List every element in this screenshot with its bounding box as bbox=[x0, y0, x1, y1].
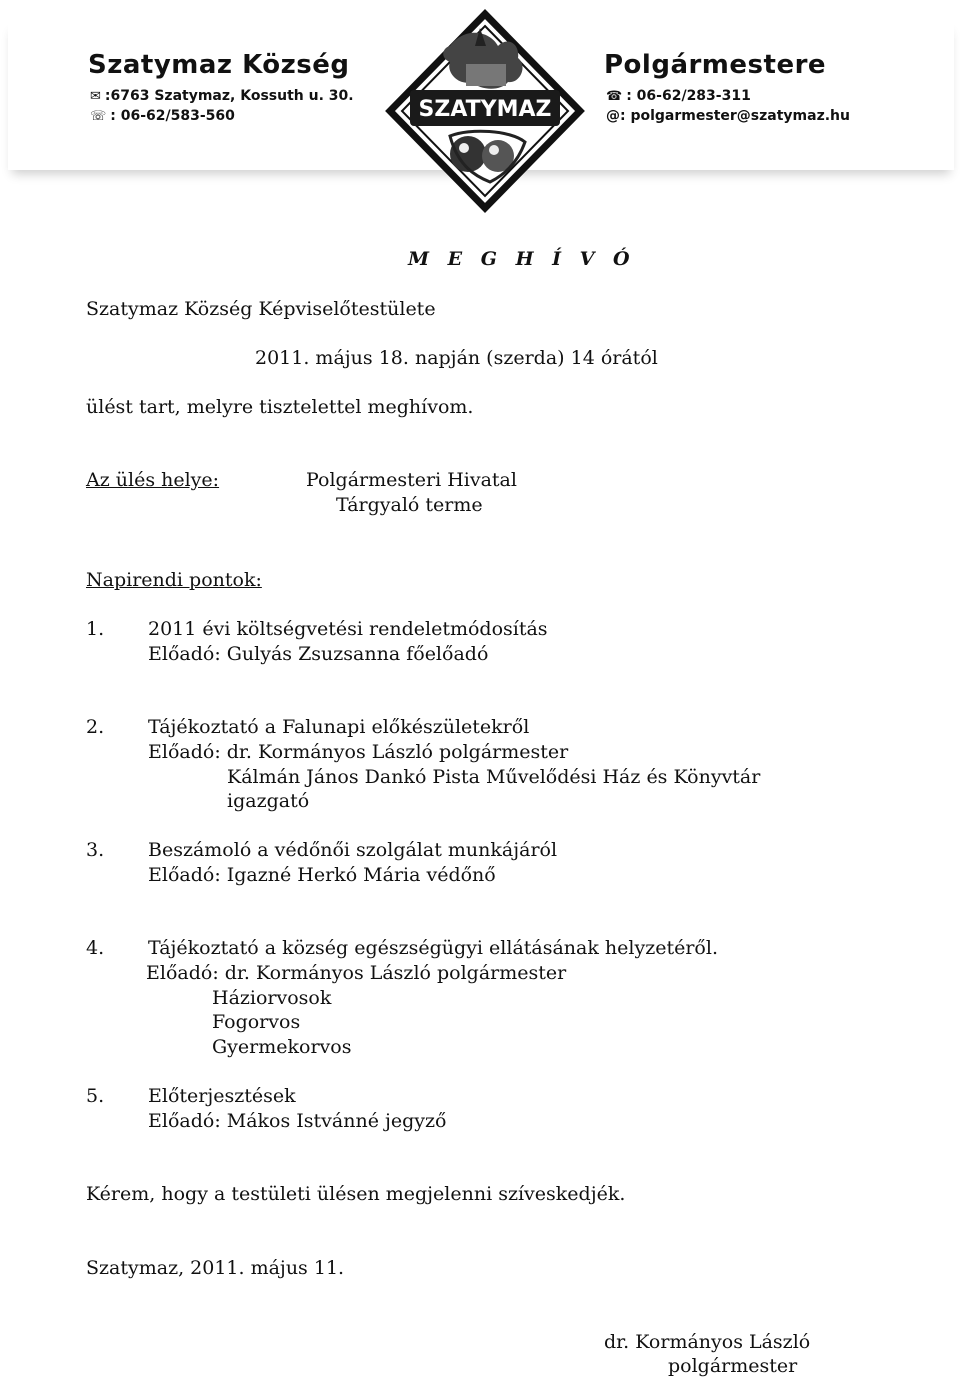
signer-title: polgármester bbox=[668, 1355, 798, 1377]
agenda-item-title: Beszámoló a védőnői szolgálat munkájáról bbox=[148, 839, 558, 861]
agenda-item-number: 2. bbox=[86, 716, 105, 738]
org-phone: ☏ : 06-62/583-560 bbox=[90, 108, 235, 124]
agenda-item-number: 5. bbox=[86, 1085, 105, 1107]
document-title: M E G H Í V Ó bbox=[408, 248, 636, 270]
agenda-item-subline: Háziorvosok bbox=[212, 987, 332, 1009]
agenda-item-title: Előterjesztések bbox=[148, 1085, 296, 1107]
agenda-item-number: 4. bbox=[86, 937, 105, 959]
agenda-item-subline: Fogorvos bbox=[212, 1011, 301, 1033]
intro-line-1: Szatymaz Község Képviselőtestülete bbox=[86, 298, 436, 320]
agenda-label: Napirendi pontok: bbox=[86, 569, 262, 591]
venue-line-2: Tárgyaló terme bbox=[336, 494, 483, 516]
agenda-item-presenter: Előadó: Igazné Herkó Mária védőnő bbox=[148, 864, 496, 886]
agenda-item-presenter: Előadó: Gulyás Zsuzsanna főelőadó bbox=[148, 643, 489, 665]
agenda-item-presenter: Előadó: dr. Kormányos László polgármester bbox=[146, 962, 567, 984]
coat-of-arms-logo bbox=[380, 6, 590, 216]
signer-name: dr. Kormányos László bbox=[604, 1331, 811, 1353]
venue-line-1: Polgármesteri Hivatal bbox=[306, 469, 517, 491]
agenda-item-number: 1. bbox=[86, 618, 105, 640]
logo-text: SZATYMAZ bbox=[418, 97, 552, 122]
agenda-item-presenter: Előadó: Mákos Istvánné jegyző bbox=[148, 1110, 447, 1132]
agenda-item-subline: Gyermekorvos bbox=[212, 1036, 352, 1058]
agenda-item-title: 2011 évi költségvetési rendeletmódosítás bbox=[148, 618, 548, 640]
telephone-icon: ☎ bbox=[606, 89, 623, 104]
meeting-date: 2011. május 18. napján (szerda) 14 órától bbox=[255, 347, 658, 369]
closing-request: Kérem, hogy a testületi ülésen megjelenni szíveskedjék. bbox=[86, 1183, 626, 1205]
mayor-title: Polgármestere bbox=[604, 50, 827, 80]
agenda-item-presenter-2: Kálmán János Dankó Pista Művelődési Ház és Könyvtár bbox=[227, 766, 761, 788]
agenda-item-title: Tájékoztató a Falunapi előkészületekről bbox=[148, 716, 530, 738]
agenda-item-number: 3. bbox=[86, 839, 105, 861]
place-and-date: Szatymaz, 2011. május 11. bbox=[86, 1257, 345, 1279]
org-address: ✉ :6763 Szatymaz, Kossuth u. 30. bbox=[90, 88, 354, 104]
agenda-item-title: Tájékoztató a község egészségügyi ellátásának helyzetéről. bbox=[148, 937, 718, 959]
letterhead bbox=[8, 20, 954, 170]
envelope-icon: ✉ bbox=[90, 89, 101, 104]
agenda-item-presenter-2-role: igazgató bbox=[227, 790, 310, 812]
intro-line-2: ülést tart, melyre tisztelettel meghívom. bbox=[86, 396, 474, 418]
agenda-item-presenter: Előadó: dr. Kormányos László polgármester bbox=[148, 741, 569, 763]
fax-phone-icon: ☏ bbox=[90, 109, 107, 124]
mayor-email: @: polgarmester@szatymaz.hu bbox=[606, 108, 850, 124]
mayor-phone: ☎ : 06-62/283-311 bbox=[606, 88, 751, 104]
org-name: Szatymaz Község bbox=[88, 50, 350, 80]
venue-label: Az ülés helye: bbox=[86, 469, 220, 491]
